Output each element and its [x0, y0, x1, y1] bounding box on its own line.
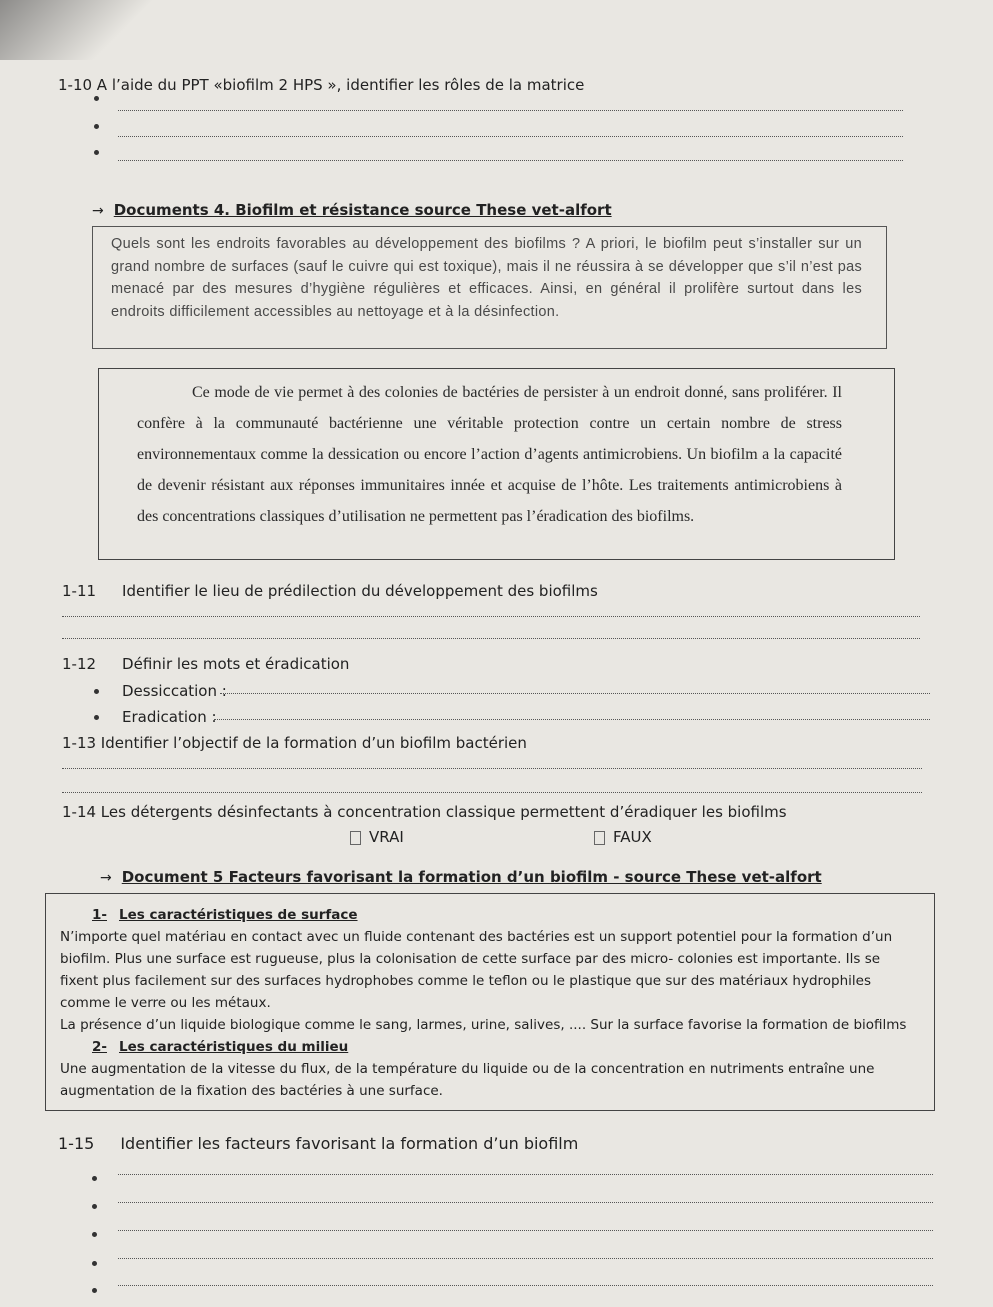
bullet	[94, 124, 99, 129]
arrow-right-icon: →	[100, 870, 112, 886]
bullet	[92, 1232, 97, 1237]
answer-line[interactable]	[220, 693, 930, 694]
answer-line[interactable]	[214, 719, 930, 720]
answer-line[interactable]	[118, 1230, 933, 1231]
option-vrai[interactable]	[350, 828, 404, 846]
question-1-13: 1-13 Identifier l’objectif de la formation d’un biofilm bactérien	[62, 734, 527, 752]
option-faux[interactable]	[594, 828, 652, 846]
section-1-paragraph-1: N’importe quel matériau en contact avec un fluide contenant des bactéries est un support potentiel pour la formation d’un biofilm. Plus une surface est rugueuse, plus la colonisation de cette surface par des micro- colonies est importante. Ils se fixent plus facilement sur des surfaces hydrophobes comme le teflon ou le plastique que sur des matériaux hydrophiles comme le verre ou les métaux.	[60, 929, 893, 1011]
question-text: Définir les mots et éradication	[122, 655, 350, 673]
document-4-box-2	[98, 368, 895, 560]
bullet	[92, 1288, 97, 1293]
answer-line[interactable]	[118, 1202, 933, 1203]
section-1-paragraph-2: La présence d’un liquide biologique comme le sang, larmes, urine, salives, .... Sur la surface favorise la formation de biofilms	[60, 1017, 907, 1033]
answer-line[interactable]	[118, 1174, 933, 1175]
answer-line[interactable]	[118, 1258, 933, 1259]
page-corner-shadow	[0, 0, 160, 60]
document-5-heading	[100, 867, 822, 886]
document-5-title: Document 5 Facteurs favorisant la formation d’un biofilm - source These vet-alfort	[121, 868, 822, 886]
section-1-heading: 1- Les caractéristiques de surface	[92, 907, 358, 923]
document-4-box-1: Quels sont les endroits favorables au développement des biofilms ? A priori, le biofilm peut s’installer sur un grand nombre de surfaces (sauf le cuivre qui est toxique), mais il ne réussira à se développer que s’il n’est pas menacé par des mesures d’hygiène régulières et efficaces. Ainsi, en général il prolifère surtout dans les endroits difficilement accessibles au nettoyage et à la désinfection.	[92, 226, 887, 349]
question-1-12	[62, 655, 349, 673]
answer-line[interactable]	[62, 792, 922, 793]
question-1-14: 1-14 Les détergents désinfectants à concentration classique permettent d’éradiquer les biofilms	[62, 803, 787, 821]
document-4-box-2-text: Ce mode de vie permet à des colonies de bactéries de persister à un endroit donné, sans proliférer. Il confère à la communauté bactérienne une véritable protection contre un certain nombre de stress environnementaux comme la dessication ou encore l’action d’agents antimicrobiens. Un biofilm a la capacité de devenir résistant aux réponses immunitaires innée et acquise de l’hôte. Les traitements antimicrobiens à des concentrations classiques d’utilisation ne permettent pas l’éradication des biofilms.	[137, 384, 842, 525]
question-number: 1-15	[58, 1134, 95, 1153]
bullet	[94, 715, 99, 720]
document-4-heading	[92, 200, 612, 219]
bullet	[94, 150, 99, 155]
answer-line[interactable]	[62, 768, 922, 769]
checkbox-icon[interactable]	[350, 831, 361, 845]
option-label: VRAI	[369, 828, 404, 846]
bullet	[92, 1176, 97, 1181]
bullet	[92, 1261, 97, 1266]
section-2-paragraph-1: Une augmentation de la vitesse du flux, de la température du liquide ou de la concentration en nutriments entraîne une augmentation de la fixation des bactéries à une surface.	[60, 1061, 875, 1099]
document-4-title: Documents 4. Biofilm et résistance source These vet-alfort	[113, 201, 612, 219]
question-text: Identifier les facteurs favorisant la formation d’un biofilm	[120, 1134, 579, 1153]
term-dessiccation: Dessiccation :	[122, 682, 227, 700]
term-eradication: Eradication :	[122, 708, 217, 726]
question-number: 1-12	[62, 655, 97, 673]
bullet	[94, 96, 99, 101]
checkbox-icon[interactable]	[594, 831, 605, 845]
answer-line[interactable]	[118, 110, 903, 111]
answer-line[interactable]	[62, 638, 920, 639]
bullet	[92, 1204, 97, 1209]
answer-line[interactable]	[62, 616, 920, 617]
answer-line[interactable]	[118, 1285, 933, 1286]
question-text: Identifier le lieu de prédilection du développement des biofilms	[122, 582, 598, 600]
answer-line[interactable]	[118, 160, 903, 161]
arrow-right-icon: →	[92, 203, 104, 219]
answer-line[interactable]	[118, 136, 903, 137]
option-label: FAUX	[613, 828, 652, 846]
section-2-heading: 2- Les caractéristiques du milieu	[92, 1039, 349, 1055]
question-1-15	[58, 1134, 578, 1153]
document-5-box	[45, 893, 935, 1111]
question-number: 1-11	[62, 582, 97, 600]
bullet	[94, 689, 99, 694]
question-1-10: 1-10 A l’aide du PPT «biofilm 2 HPS », identifier les rôles de la matrice	[58, 76, 585, 94]
question-1-11	[62, 582, 598, 600]
